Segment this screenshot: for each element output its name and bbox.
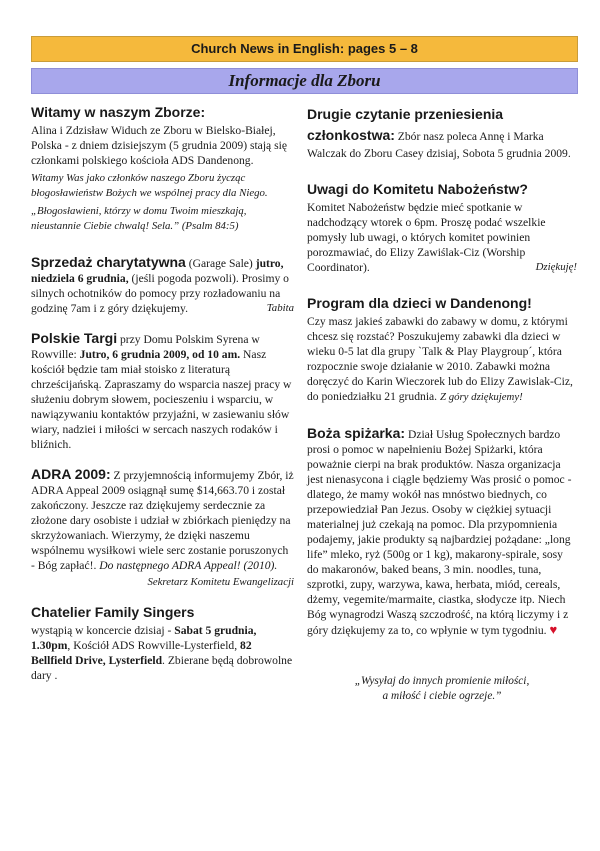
- quote-line-1: „Wysyłaj do innych promienie miłości,: [354, 675, 530, 687]
- singers-end: . Zbierane będą dobrowolne dary .: [31, 654, 293, 682]
- section-title: Informacje dla Zboru: [228, 71, 381, 90]
- adra-closing: Do następnego ADRA Appeal! (2010).: [99, 559, 278, 572]
- psalm-quote: „Błogosławieni, którzy w domu Twoim mieszkają, nieustannie Ciebie chwalą! Sela.” (Psalm 84:5): [31, 205, 247, 232]
- article-heading: Sprzedaż charytatywna: [31, 254, 186, 270]
- article-worship-committee: [307, 181, 577, 275]
- article-body: (jeśli pogoda pozwoli). Prosimy o silnych ochotników do pomocy przy rozładowaniu na godzinę 7am i z góry dziękujemy.: [31, 272, 289, 315]
- article-heading: Chatelier Family Singers: [31, 604, 195, 620]
- article-heading: Drugie czytanie przeniesienia członkostwa:: [307, 106, 504, 143]
- page-header-banner: [31, 36, 578, 62]
- event-date: Jutro, 6 grudnia 2009, od 10 am.: [79, 348, 241, 361]
- heading-suffix: (Garage Sale): [185, 257, 253, 270]
- article-kids-program: [307, 295, 577, 405]
- quote-line-2: a miłość i ciebie ogrzeje.”: [382, 690, 502, 702]
- event-date: jutro, niedziela 6 grudnia,: [31, 257, 284, 285]
- article-heading: Polskie Targi: [31, 330, 118, 346]
- fair-intro: przy Domu Polskim Syrena w Rowville:: [31, 333, 260, 361]
- thanks-note: Z góry dziękujemy!: [439, 391, 523, 403]
- article-body: Nasz kościół będzie tam miał stoisko z literaturą chrześcijańską. Zapraszamy do wsparcia naszej pracy w służeniu dobrym słowem, pocieszeniu i wsparciu, w nawiązywaniu kontaktów przyjaźni, w zasiewaniu słów wiary, nadziei i miłości w sercach naszych rodaków i bliźnich.: [31, 348, 292, 451]
- article-garage-sale: [31, 254, 294, 316]
- section-title-banner: [31, 68, 578, 94]
- article-body: Czy masz jakieś zabawki do zabawy w domu, z którymi chcesz się rozstać? Poszukujemy zabawki dla dzieci w wieku 0-5 lat dla grupy `Talk & Play Playgroup´, która rozpocznie swoje działanie w 2010. Zabawki można doręczyć do Karin Wieczorek lub do Elizy Zawislak-Ciz, do poniedziałku 21 grudnia.: [307, 315, 573, 403]
- welcome-wish: Witamy Was jako członków naszego Zboru życząc błogosławieństw Bożych we wspólnej pracy dla Niego.: [31, 172, 268, 199]
- article-body: Zbór nasz poleca Annę i Marka Walczak do Zboru Casey dzisiaj, Sobota 5 grudnia 2009.: [307, 130, 571, 160]
- article-adra: [31, 466, 294, 590]
- article-polish-fair: [31, 330, 294, 452]
- article-heading: Witamy w naszym Zborze:: [31, 104, 206, 120]
- article-food-pantry: [307, 425, 577, 638]
- article-body: Dział Usług Społecznych bardzo prosi o pomoc w napełnieniu Bożej Spiżarki, która poważnie cierpi na brak produktów. Nasza organizacja jest nienasycona i ciągle będziemy Was prosić o pomoc - dlatego, że mamy wokół nas mnóstwo biednych, co przepowiedział Pan Jezus. Osoby w ciężkiej sytuacji materialnej już czekają na pomoc. Dla przypomnienia podajemy, jakie produkty są najbardziej pożądane: „long life” mleko, ryż (500g or 1 kg), makarony-spirale, sosy do makaronów, baked beans, 3 min. noodles, tuna, szprotki, zupy, warzywa, kawa, herbata, miód, cereals, dżemy, vegemite/marmaite, ciastka, słodycze itp. Niech Bóg wynagrodzi Waszą szczodrość, na którą liczymy i z góry dziękujemy za to, co wpłynie w tym tygodniu.: [307, 428, 572, 637]
- article-heading: ADRA 2009:: [31, 466, 111, 482]
- heart-icon: ♥: [549, 622, 558, 637]
- signature: Sekretarz Komitetu Ewangelizacji: [147, 576, 294, 588]
- article-heading: Uwagi do Komitetu Nabożeństw?: [307, 181, 528, 197]
- thanks-note: Dziękuję!: [535, 261, 577, 273]
- article-body: Komitet Nabożeństw będzie mieć spotkanie w nadchodzący wtorek o 6pm. Proszę podać wszelkie pomysły lub uwagi, o których komitet powinien porozmawiać, do Elizy Zawiślak-Ciz (Worship Coordinator).: [307, 201, 546, 274]
- article-singers: [31, 604, 294, 683]
- article-body: Z przyjemnością informujemy Zbór, iż ADRA Appeal 2009 osiągnął sumę $14,663.70 i został zakończony. Jeszcze raz dziękujemy serdecznie za złożone dary osobiste i udział w zbiórkach pieniędzy na skrzyżowaniach. Wierzymy, że dzięki naszemu wspólnemu wysiłkowi wiele serc zostanie poruszonych - Bóg zapłać!.: [31, 469, 294, 572]
- article-heading: Boża spiżarka:: [307, 425, 406, 441]
- article-welcome: [31, 104, 294, 234]
- signature: Tabita: [266, 302, 294, 314]
- event-address: 82 Bellfield Drive, Lysterfield: [31, 639, 252, 667]
- article-membership-transfer: [307, 104, 577, 161]
- right-column: [307, 104, 577, 704]
- singers-venue: , Kościół ADS Rowville-Lysterfield,: [67, 639, 241, 652]
- event-date: Sabat 5 grudnia, 1.30pm: [31, 624, 257, 652]
- article-body: Alina i Zdzisław Widuch ze Zboru w Bielsko-Białej, Polska - z dniem dzisiejszym (5 grudnia 2009) stają się członkami polskiego kościoła ADS Dandenong.: [31, 124, 287, 167]
- singers-intro: wystąpią w koncercie dzisiaj -: [31, 624, 175, 637]
- article-heading: Program dla dzieci w Dandenong!: [307, 295, 532, 311]
- header-title: Church News in English: pages 5 – 8: [191, 41, 418, 56]
- left-column: [31, 104, 294, 683]
- closing-quote: [307, 674, 577, 704]
